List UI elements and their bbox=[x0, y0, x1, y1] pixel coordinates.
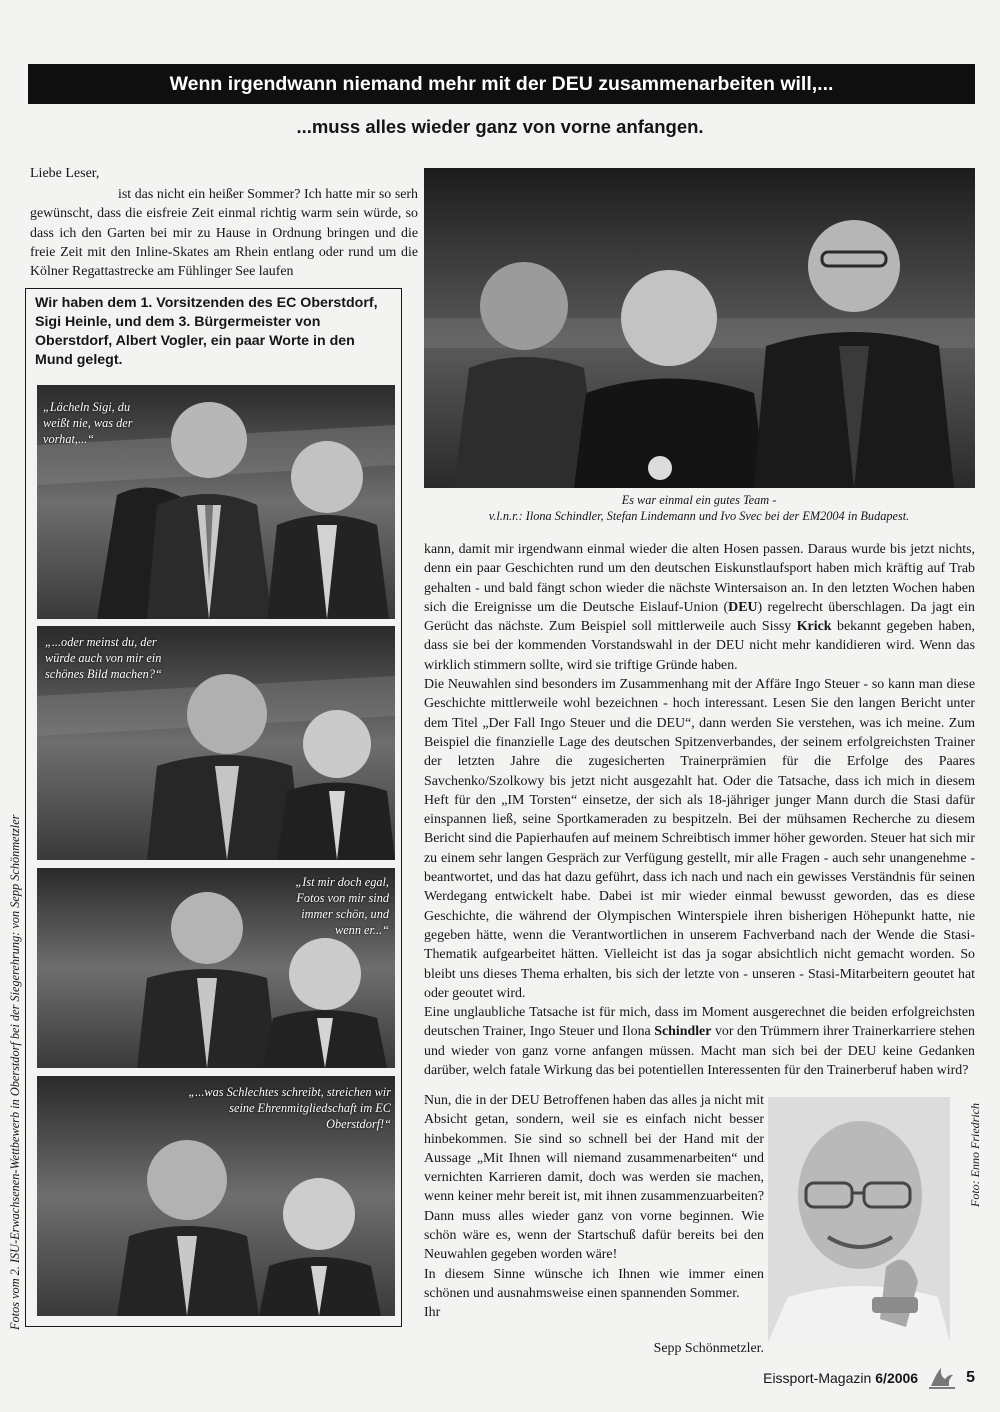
p1-bold-deu: DEU bbox=[728, 599, 758, 615]
headline: Wenn irgendwann niemand mehr mit der DEU zusammenarbeiten will,... bbox=[169, 72, 834, 95]
article-paragraph-3-cont: Nun, die in der DEU Betroffenen haben das alles ja nicht mit Absicht getan, sondern, weil sie es einfach nicht besser hinbekommen. Sie sind so schnell bei der Hand mit der Aussage „Mit Ihnen will niemand zusammenarbeiten“ und vernichten Karrieren damit, doch was werden sie machen, wenn keiner mehr bereit ist, mit ihnen zusammenzuarbeiten? Dann muss alles wieder ganz von vorne beginnen. Wie schön wäre es, wenn der Startschuß dafür bereits bei den Neuwahlen gegeben worden wäre! bbox=[424, 1093, 764, 1263]
caption-line-2: v.l.n.r.: Ilona Schindler, Stefan Lindemann und Ivo Svec bei der EM2004 in Budapest. bbox=[488, 509, 910, 523]
p3-part-b: vor den Trümmern ihrer Trainerkarriere stehen und wieder von ganz vorne anfangen müssen. Macht man sich bei der DEU keine Gedanken darüber, welch fatale Wirkung das bei potentiellen Interessenten für den Trainerberuf haben wird? bbox=[424, 1024, 975, 1079]
article-closing: Ihr bbox=[424, 1305, 441, 1321]
intro-text: ist das nicht ein heißer Sommer? Ich hatte mir so serh gewünscht, dass die eisfreie Zeit einmal richtig warm sein würde, so dass ich den Garten bei mir zu Hause in Ordnung bringen und die freie Zeit mit den Inline-Skates am Rhein entlang oder rund um die Kölner Regattastrecke am Fühlinger See laufen bbox=[30, 187, 418, 280]
headline-banner bbox=[28, 64, 975, 104]
p1-part-c: bekannt gegeben haben, dass sie bei der kommenden Vorstandswahl in der DEU nicht mehr kandidieren wird. Wenn das wirklich stimmern sollte, wird sie triftige Gründe haben. bbox=[424, 619, 975, 673]
greeting: Liebe Leser, bbox=[30, 166, 100, 181]
page-footer bbox=[720, 1366, 975, 1390]
intro-paragraph bbox=[30, 185, 418, 281]
author-signature: Sepp Schönmetzler. bbox=[653, 1340, 764, 1356]
sidebar-photo-1 bbox=[37, 385, 395, 619]
p3-part-a: Eine unglaubliche Tatsache ist für mich, dass im Moment ausgerechnet die beiden erfolgreichsten deutschen Trainer, Ingo Steuer und Ilona bbox=[424, 1005, 975, 1040]
team-photo-caption bbox=[424, 492, 974, 524]
subheadline: ...muss alles wieder ganz von vorne anfangen. bbox=[296, 116, 704, 137]
author-photo bbox=[768, 1097, 950, 1342]
author-photo-credit: Foto: Enno Friedrich bbox=[968, 1103, 982, 1207]
p1-bold-krick: Krick bbox=[796, 619, 832, 635]
photo-2-quote: „...oder meinst du, der würde auch von mir ein schönes Bild machen?“ bbox=[45, 635, 162, 681]
article-paragraph-4: In diesem Sinne wünsche ich Ihnen wie immer einen schönen und ausnahmsweise einen spannenden Sommer. bbox=[424, 1266, 764, 1301]
article-paragraph-1 bbox=[424, 540, 975, 675]
sidebar-photo-3 bbox=[37, 868, 395, 1068]
photo-4-quote: „...was Schlechtes schreibt, streichen wir seine Ehrenmitgliedschaft im EC Oberstdorf!“ bbox=[188, 1085, 391, 1131]
caption-line-1: Es war einmal ein gutes Team - bbox=[621, 493, 777, 507]
sidebar-photo-credit: Fotos vom 2. ISU-Erwachsenen-Wettbewerb in Oberstdorf bei der Siegerehrung: von Sepp Schönmetzler bbox=[8, 814, 22, 1330]
sidebar-photo-4 bbox=[37, 1076, 395, 1316]
p1-part-b: ) regelrecht überschlagen. Da jagt ein Gerücht das nächste. Zum Beispiel soll mittlerweile auch Sissy bbox=[424, 599, 975, 635]
page-number: 5 bbox=[966, 1369, 975, 1386]
article-paragraph-3 bbox=[424, 1003, 975, 1080]
p1-part-a: kann, damit mir irgendwann einmal wieder die alten Hosen passen. Daraus wurde bis jetzt nichts, denn ein paar Geschichten rund um den deutschen Eiskunstlaufsport haben mich kräftig auf Trab gehalten - und bald fängt schon wieder die nächste Wintersaison an. In den letzten Wochen haben sich die Ereignisse um die Deutsche Eislauf-Union ( bbox=[424, 542, 975, 615]
p3-bold-schindler: Schindler bbox=[654, 1024, 712, 1040]
article-continuation bbox=[424, 1091, 764, 1358]
issue-number: 6/2006 bbox=[875, 1370, 919, 1386]
magazine-name: Eissport-Magazin bbox=[763, 1370, 872, 1386]
team-photo bbox=[424, 168, 975, 488]
photo-3-quote: „Ist mir doch egal, Fotos von mir sind immer schön, und wenn er...“ bbox=[295, 875, 389, 937]
skater-logo-icon bbox=[927, 1366, 957, 1390]
sidebar-photo-2 bbox=[37, 626, 395, 860]
article-body bbox=[424, 540, 975, 1080]
photo-1-quote: „Lächeln Sigi, du weißt nie, was der vorhat,...“ bbox=[43, 400, 133, 446]
article-paragraph-2: Die Neuwahlen sind besonders im Zusammenhang mit der Affäre Ingo Steuer - so kann man diese Geschichte mittlerweile wohl bezeichnen - hoch interessant. Lesen Sie den langen Bericht unter dem Titel „Der Fall Ingo Steuer und die DEU“, dann werden Sie verstehen, was ich meine. Zum Beispiel die finanzielle Lage des deutschen Spitzenverbandes, der seinem erfolgreichsten Trainer der letzten Jahre die zugesicherten Trainerprämien für die Erfolge des Paares Savchenko/Szolkowy bis jetzt nicht ausgezahlt hat. Oder die Tatsache, dass ich mich in diesem Heft für den „IM Torsten“ einsetze, der sich als 18-jähriger junger Mann durch die Stasi dafür einspannen ließ, seine Sportkameraden zu bespitzeln. Bei der mühsamen Recherche zu diesem Bericht sind die Papierhaufen auf meinem Schreibtisch immer höher geworden. Steuer hat sich mir zu einem sehr langen Gespräch zur Verfügung gestellt, mir alle Fragen - auch sehr unangenehme - beantwortet, und das hat dazu geführt, dass ich nach und nach ein gewisses Verständnis für seinen Werdegang entwickelt habe. Dabei ist mir wieder einmal bewusst geworden, das es diese Geschichte, die während der Olympischen Winterspiele ihren bisherigen Höhepunkt hatte, nie gegeben hätte, wenn die Verantwortlichen in unserem Fachverband nach der Wende die Stasi-Thematik aufgearbeitet hätten. Vielleicht ist das ja sogar absichtlich nicht gemacht worden. So bleibt uns dieses Thema erhalten, bis sich der letzte von - unseren - Stasi-Mitarbeitern geoutet hat oder geoutet wird. bbox=[424, 677, 975, 1001]
sidebar-heading: Wir haben dem 1. Vorsitzenden des EC Oberstdorf, Sigi Heinle, und dem 3. Bürgermeister von Oberstdorf, Albert Vogler, ein paar Worte in den Mund gelegt. bbox=[35, 295, 378, 368]
